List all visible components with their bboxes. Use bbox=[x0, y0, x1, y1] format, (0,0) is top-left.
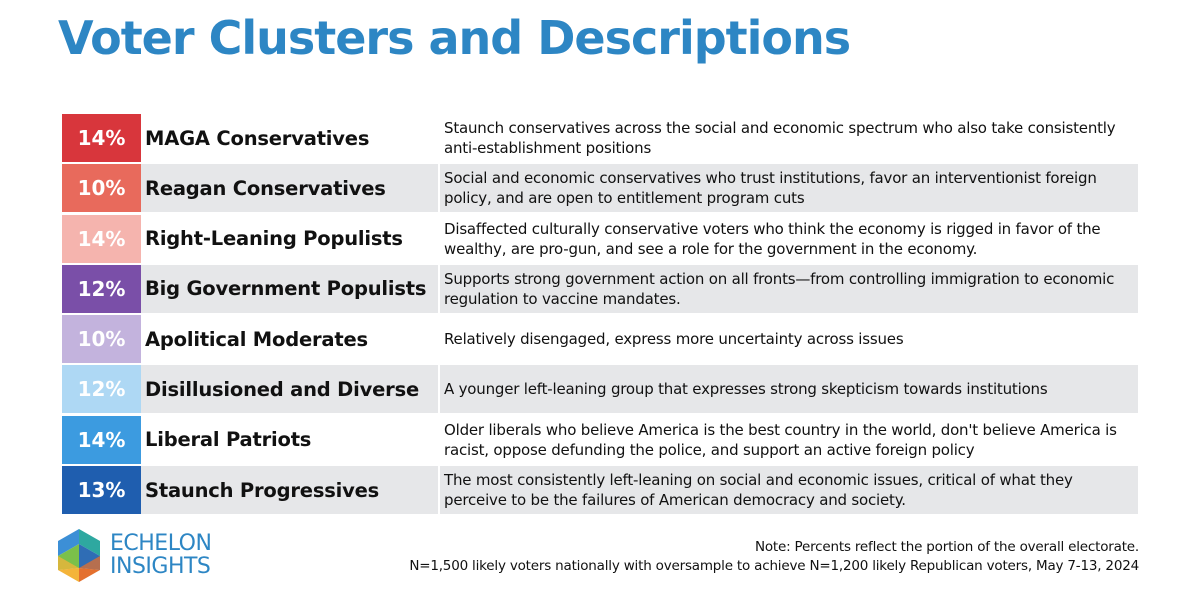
description-cell bbox=[438, 215, 1138, 263]
description-cell bbox=[438, 315, 1138, 363]
cluster-row bbox=[62, 315, 1138, 363]
percent-badge: 14% bbox=[62, 114, 141, 162]
cluster-name: Right-Leaning Populists bbox=[145, 227, 403, 251]
cluster-row bbox=[62, 416, 1138, 464]
cluster-description: Disaffected culturally conservative voters who think the economy is rigged in favor of the wealthy, are pro-gun, and see a role for the government in the economy. bbox=[444, 219, 1101, 258]
cluster-description: A younger left-leaning group that expresses strong skepticism towards institutions bbox=[444, 380, 1048, 399]
footnote bbox=[409, 538, 1139, 576]
percent-badge: 10% bbox=[62, 164, 141, 212]
cluster-row bbox=[62, 215, 1138, 263]
cluster-description: Older liberals who believe America is the best country in the world, don't believe America is racist, oppose defunding the police, and support an active foreign policy bbox=[444, 420, 1117, 459]
cluster-row bbox=[62, 114, 1138, 162]
cluster-row bbox=[62, 265, 1138, 313]
description-cell bbox=[438, 416, 1138, 464]
brand-line-2: INSIGHTS bbox=[110, 554, 211, 579]
brand-wordmark bbox=[110, 532, 211, 578]
cluster-name: Disillusioned and Diverse bbox=[145, 377, 419, 401]
cluster-name: Staunch Progressives bbox=[145, 478, 380, 502]
page-title: Voter Clusters and Descriptions bbox=[58, 11, 851, 65]
cluster-name: MAGA Conservatives bbox=[145, 126, 370, 150]
description-cell bbox=[438, 114, 1138, 162]
brand-line-1: ECHELON bbox=[110, 531, 212, 556]
percent-badge: 13% bbox=[62, 466, 141, 514]
description-cell bbox=[438, 164, 1138, 212]
cluster-description: The most consistently left-leaning on social and economic issues, critical of what they perceive to be the failures of American democracy and society. bbox=[444, 471, 1073, 510]
cluster-description: Supports strong government action on all fronts—from controlling immigration to economic regulation to vaccine mandates. bbox=[444, 269, 1115, 308]
cluster-description: Social and economic conservatives who trust institutions, favor an interventionist foreign policy, and are open to entitlement program cuts bbox=[444, 169, 1097, 208]
percent-badge: 14% bbox=[62, 215, 141, 263]
cluster-row bbox=[62, 164, 1138, 212]
percent-badge: 14% bbox=[62, 416, 141, 464]
cluster-row bbox=[62, 466, 1138, 514]
cluster-description: Relatively disengaged, express more uncertainty across issues bbox=[444, 330, 904, 349]
cluster-name: Apolitical Moderates bbox=[145, 327, 368, 351]
footnote-line-1: Note: Percents reflect the portion of the overall electorate. bbox=[754, 539, 1139, 555]
cluster-table bbox=[62, 114, 1138, 516]
cluster-name: Liberal Patriots bbox=[145, 428, 312, 452]
description-cell bbox=[438, 265, 1138, 313]
echelon-logo-icon bbox=[55, 528, 103, 583]
footnote-line-2: N=1,500 likely voters nationally with oversample to achieve N=1,200 likely Republican voters, May 7-13, 2024 bbox=[409, 558, 1139, 574]
cluster-row bbox=[62, 365, 1138, 413]
cluster-name: Big Government Populists bbox=[145, 277, 427, 301]
percent-badge: 10% bbox=[62, 315, 141, 363]
percent-badge: 12% bbox=[62, 265, 141, 313]
cluster-name: Reagan Conservatives bbox=[145, 176, 386, 200]
description-cell bbox=[438, 466, 1138, 514]
description-cell bbox=[438, 365, 1138, 413]
percent-badge: 12% bbox=[62, 365, 141, 413]
cluster-description: Staunch conservatives across the social and economic spectrum who also take consistently anti-establishment positions bbox=[444, 119, 1116, 157]
